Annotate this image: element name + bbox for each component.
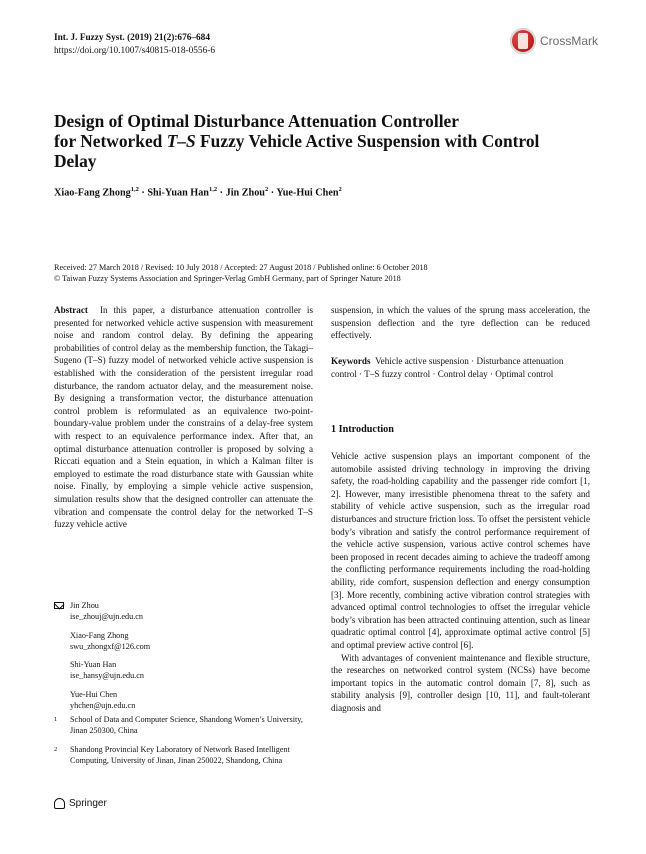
keywords	[331, 355, 590, 380]
contact-entry: Xiao-Fang Zhong swu_zhongxf@126.com	[54, 630, 314, 653]
section-heading: 1 Introduction	[331, 424, 394, 435]
abstract	[54, 304, 313, 531]
publisher-logo	[54, 798, 107, 809]
author-name: Xiao-Fang Zhong	[54, 187, 131, 199]
copyright-notice: © Taiwan Fuzzy Systems Association and Springer-Verlag GmbH Germany, part of Springer Nature 2018	[54, 274, 401, 283]
email-link[interactable]: swu_zhongxf@126.com	[70, 641, 151, 651]
publication-history	[54, 262, 574, 284]
affiliation-entry: 1 School of Data and Computer Science, Shandong Women’s University, Jinan 250300, China	[54, 715, 303, 736]
springer-horse-icon	[54, 798, 65, 809]
keywords-text: Vehicle active suspension · Disturbance attenuation control · T–S fuzzy control · Control delay · Optimal control	[331, 356, 564, 379]
journal-header	[54, 32, 215, 58]
email-link[interactable]: ise_zhouj@ujn.edu.cn	[70, 612, 144, 622]
author-name: Shi-Yuan Han	[147, 187, 209, 199]
author-name: Jin Zhou	[225, 187, 265, 199]
affiliation-entry: 2 Shandong Provincial Key Laboratory of Network Based Intelligent Computing, University of Jinan, Jinan 250022, Shandong, China	[54, 744, 290, 765]
introduction-body	[331, 450, 590, 714]
affiliations	[54, 714, 314, 773]
journal-citation: Int. J. Fuzzy Syst. (2019) 21(2):676–684	[54, 33, 210, 43]
contact-entry: Jin Zhou ise_zhouj@ujn.edu.cn	[54, 600, 314, 623]
corresponding-authors	[54, 600, 314, 718]
author-name: Yue-Hui Chen	[276, 187, 339, 199]
intro-paragraph: Vehicle active suspension plays an important component of the automobile assisted driving technology in improving the driving safety, the road-holding capability and the passenger ride comfort [1, 2]. However, many irresistible phenomena threat to the safety and stability of vehicle active suspension, such as the irregular road disturbances and structure friction loss. To offset the persistent vehicle body’s vibration and satisfy the control performance requirement of the vehicle active suspension, various active control schemes have been proposed in recent decades aiming to achieve the tradeoff among the conflicting performance requirements including the road-holding ability, ride comfort, suspension deflection and energy consumption [3]. More recently, combining active vibration control strategies with advanced optimal control technologies to offset the irregular vehicle body’s vibration has been attracted continuing attention, such as linear quadratic optimal control [4], approximate optimal active control [5] and optimal preview active control [6].	[331, 451, 590, 650]
abstract-text: In this paper, a disturbance attenuation controller is presented for networked vehicle active suspension with measurement noise and random control delay. By defining the appearing probabilities of control delay as the membership function, the Takagi–Sugeno (T–S) fuzzy model of networked vehicle active suspension is established with the consideration of the persistent irregular road disturbance, the random actuator delay, and the measurement noise. By designing a transformation vector, the disturbance attenuation control problem is reformulated as an equivalence two-point-boundary-value problem under the constrains of a delay-free system with respect to an equivalence performance index. After that, an optimal disturbance attenuation controller is proposed by solving a Riccati equation and a Stein equation, in which a Kalman filter is employed to estimate the road disturbance state with Gaussian white noise. Finally, by employing a simple vehicle active suspension, simulation results show that the designed controller can attenuate the vibration and compensate the control delay for the networked T–S fuzzy vehicle active	[54, 305, 313, 530]
intro-paragraph: With advantages of convenient maintenance and flexible structure, the researches on networked control system (NCSs) have become important topics in the automatic control domain [7, 8], such as stability analysis [9], controller design [10, 11], and fault-tolerant diagnosis and	[331, 652, 590, 713]
doi-link[interactable]: https://doi.org/10.1007/s40815-018-0556-6	[54, 46, 215, 56]
email-link[interactable]: ise_hansy@ujn.edu.cn	[70, 671, 144, 681]
crossmark-badge[interactable]	[510, 28, 630, 56]
crossmark-label: CrossMark	[540, 34, 599, 48]
crossmark-icon	[510, 28, 536, 54]
abstract-label: Abstract	[54, 305, 88, 315]
received-dates: Received: 27 March 2018 / Revised: 10 July 2018 / Accepted: 27 August 2018 / Published online: 6 October 2018	[54, 263, 428, 272]
contact-entry: Shi-Yuan Han ise_hansy@ujn.edu.cn	[54, 659, 314, 682]
envelope-icon	[54, 602, 64, 609]
email-link[interactable]: yhchen@ujn.edu.cn	[70, 701, 136, 711]
keywords-label: Keywords	[331, 356, 371, 366]
contact-entry: Yue-Hui Chen yhchen@ujn.edu.cn	[54, 689, 314, 712]
author-list: Xiao-Fang Zhong$^{1,2}$ · Shi-Yuan Han$^{1,2}$ · Jin Zhou$^2$ · Yue-Hui Chen$^2$	[54, 186, 342, 199]
paper-title: Design of Optimal Disturbance Attenuation Controller for Networked T–S Fuzzy Vehicle Active Suspension with Control Delay	[54, 111, 540, 171]
abstract-continuation: suspension, in which the values of the sprung mass acceleration, the suspension deflection and the tyre deflection can be reduced effectively.	[331, 305, 590, 341]
publisher-name: Springer	[69, 798, 107, 809]
